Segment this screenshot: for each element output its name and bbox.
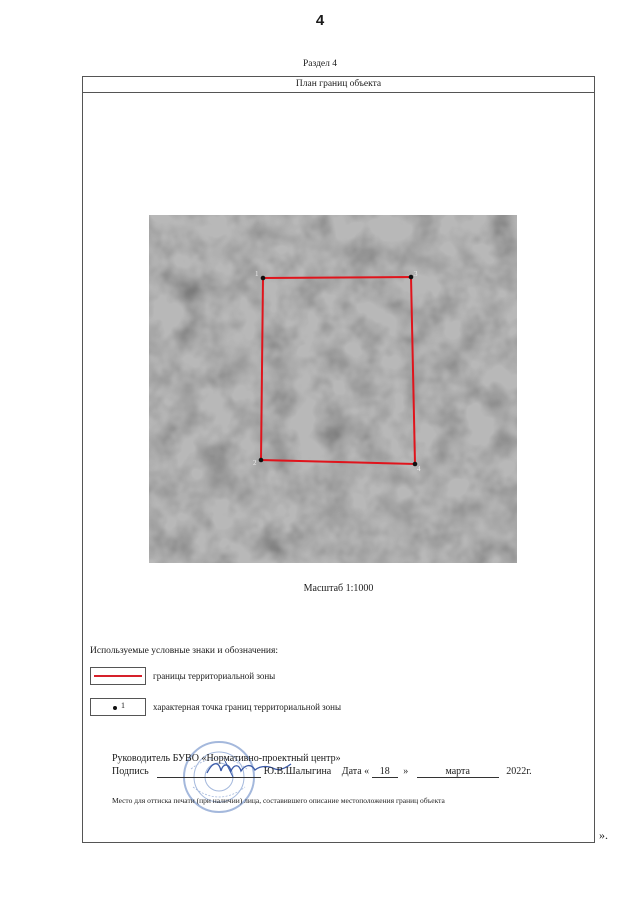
- date-year: 2022г.: [506, 766, 532, 777]
- legend-point-number: 1: [121, 701, 125, 710]
- document-frame: [82, 76, 595, 843]
- section-label: Раздел 4: [303, 59, 337, 69]
- boundary-map: [149, 215, 517, 563]
- closing-quote-mark: ».: [599, 828, 608, 842]
- boundary-point-1: [261, 276, 266, 281]
- map-background: [149, 215, 517, 563]
- point-dot-icon: [113, 706, 117, 710]
- point-label-2: 2: [253, 459, 257, 467]
- boundary-point-2: [259, 458, 264, 463]
- signature-row: [112, 766, 532, 778]
- point-label-4: 4: [417, 465, 421, 473]
- boundary-point-3: [409, 275, 414, 280]
- date-day-close: »: [403, 766, 409, 777]
- point-label-1: 1: [255, 270, 259, 278]
- date-label: Дата «: [341, 766, 370, 777]
- legend-heading: Используемые условные знаки и обозначения:: [90, 646, 279, 656]
- sign-label: Подпись: [112, 766, 149, 777]
- signer-name: Ю.В.Шалыгина: [263, 766, 332, 777]
- date-month: марта: [417, 766, 499, 778]
- legend-line-symbol: [90, 667, 146, 685]
- point-label-3: 3: [414, 270, 418, 278]
- legend-line-label: границы территориальной зоны: [153, 671, 276, 681]
- signature-blank: [157, 766, 261, 778]
- scale-label: Масштаб 1:1000: [303, 583, 374, 594]
- legend-point-symbol: [90, 698, 146, 716]
- date-day: 18: [372, 766, 398, 778]
- legend-point-label: характерная точка границ территориальной зоны: [153, 702, 342, 712]
- organization-head-line: Руководитель БУВО «Нормативно-проектный центр»: [112, 753, 341, 764]
- frame-title: План границ объекта: [83, 77, 594, 93]
- page-number: 4: [315, 12, 325, 29]
- red-line-icon: [94, 675, 142, 677]
- stamp-place-note: Место для оттиска печати (при наличии) лица, составившего описание местоположения границ объекта: [112, 796, 445, 805]
